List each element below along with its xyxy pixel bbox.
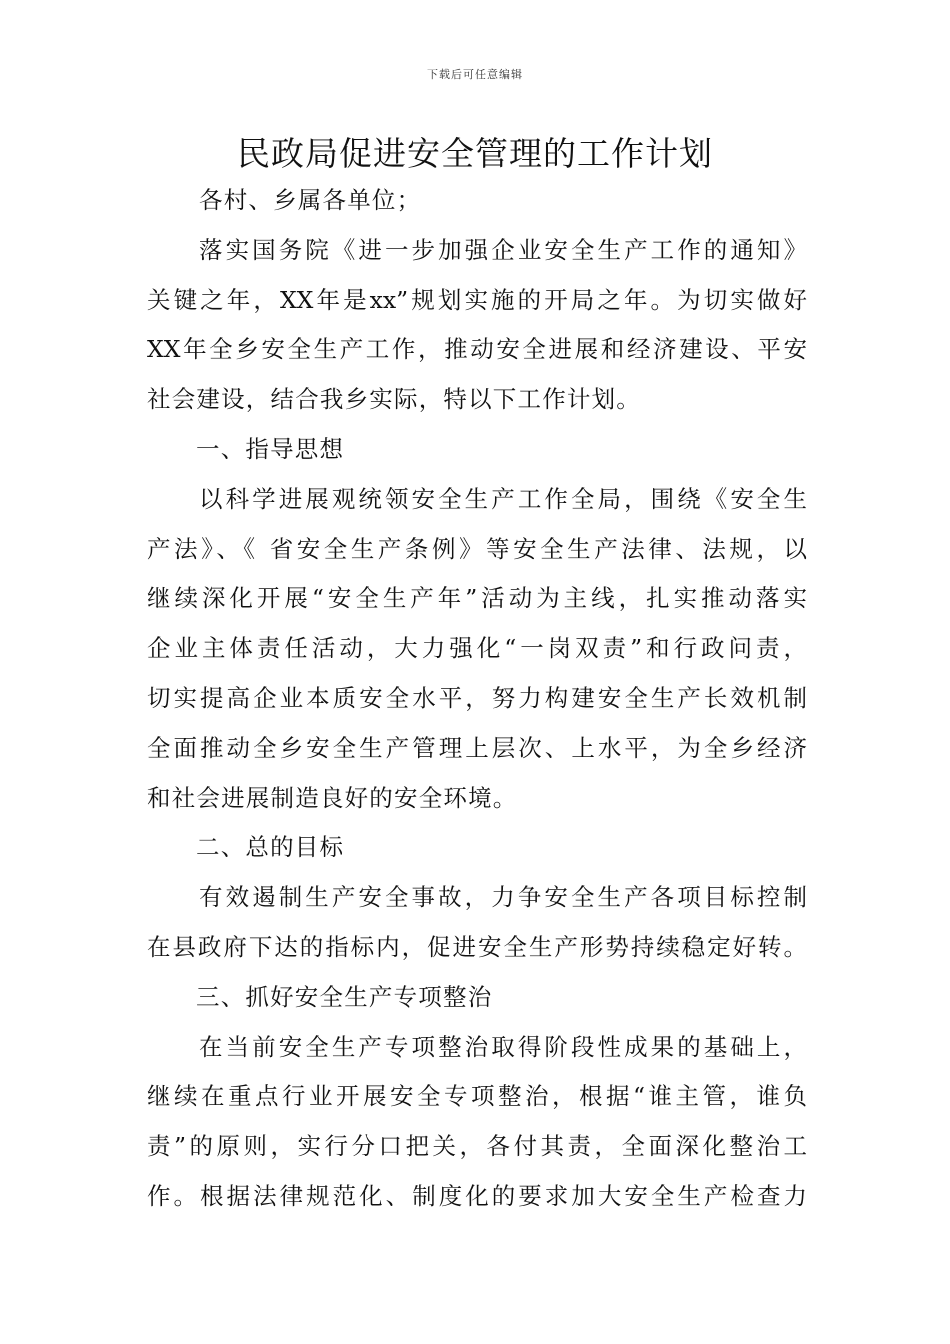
body-line: 关键之年，XX年是xx”规划实施的开局之年。为切实做好 xyxy=(147,285,807,314)
page-header-note: 下载后可任意编辑 xyxy=(427,68,523,81)
body-line: 社会建设，结合我乡实际，特以下工作计划。 xyxy=(147,385,641,414)
body-line: 在当前安全生产专项整治取得阶段性成果的基础上， xyxy=(199,1032,807,1061)
body-line: 责”的原则，实行分口把关，各付其责，全面深化整治工 xyxy=(147,1132,807,1161)
body-line: 作。根据法律规范化、制度化的要求加大安全生产检查力 xyxy=(147,1181,807,1210)
body-line: 切实提高企业本质安全水平，努力构建安全生产长效机制 xyxy=(147,683,807,712)
body-line: 各村、乡属各单位； xyxy=(199,186,422,214)
body-line: 产法》、《 省安全生产条例》等安全生产法律、法规，以 xyxy=(147,534,807,563)
body-line: 在县政府下达的指标内，促进安全生产形势持续稳定好转。 xyxy=(147,932,807,961)
document-body xyxy=(147,176,807,1222)
document-title: 民政局促进安全管理的工作计划 xyxy=(237,134,713,173)
body-line: 继续在重点行业开展安全专项整治，根据“谁主管，谁负 xyxy=(147,1082,807,1111)
body-line: 和社会进展制造良好的安全环境。 xyxy=(147,783,518,812)
section-heading: 一、指导思想 xyxy=(196,434,345,463)
body-line: 以科学进展观统领安全生产工作全局，围绕《安全生 xyxy=(199,484,807,513)
section-heading: 三、抓好安全生产专项整治 xyxy=(196,982,493,1011)
body-line: XX年全乡安全生产工作，推动安全进展和经济建设、平安 xyxy=(147,335,807,364)
section-heading: 二、总的目标 xyxy=(196,833,345,862)
body-line: 有效遏制生产安全事故，力争安全生产各项目标控制 xyxy=(199,883,807,912)
body-line: 企业主体责任活动，大力强化“一岗双责”和行政问责， xyxy=(147,634,807,663)
body-line: 落实国务院《进一步加强企业安全生产工作的通知》 xyxy=(199,235,807,264)
body-line: 继续深化开展“安全生产年”活动为主线，扎实推动落实 xyxy=(147,584,807,613)
body-line: 全面推动全乡安全生产管理上层次、上水平，为全乡经济 xyxy=(147,733,807,762)
